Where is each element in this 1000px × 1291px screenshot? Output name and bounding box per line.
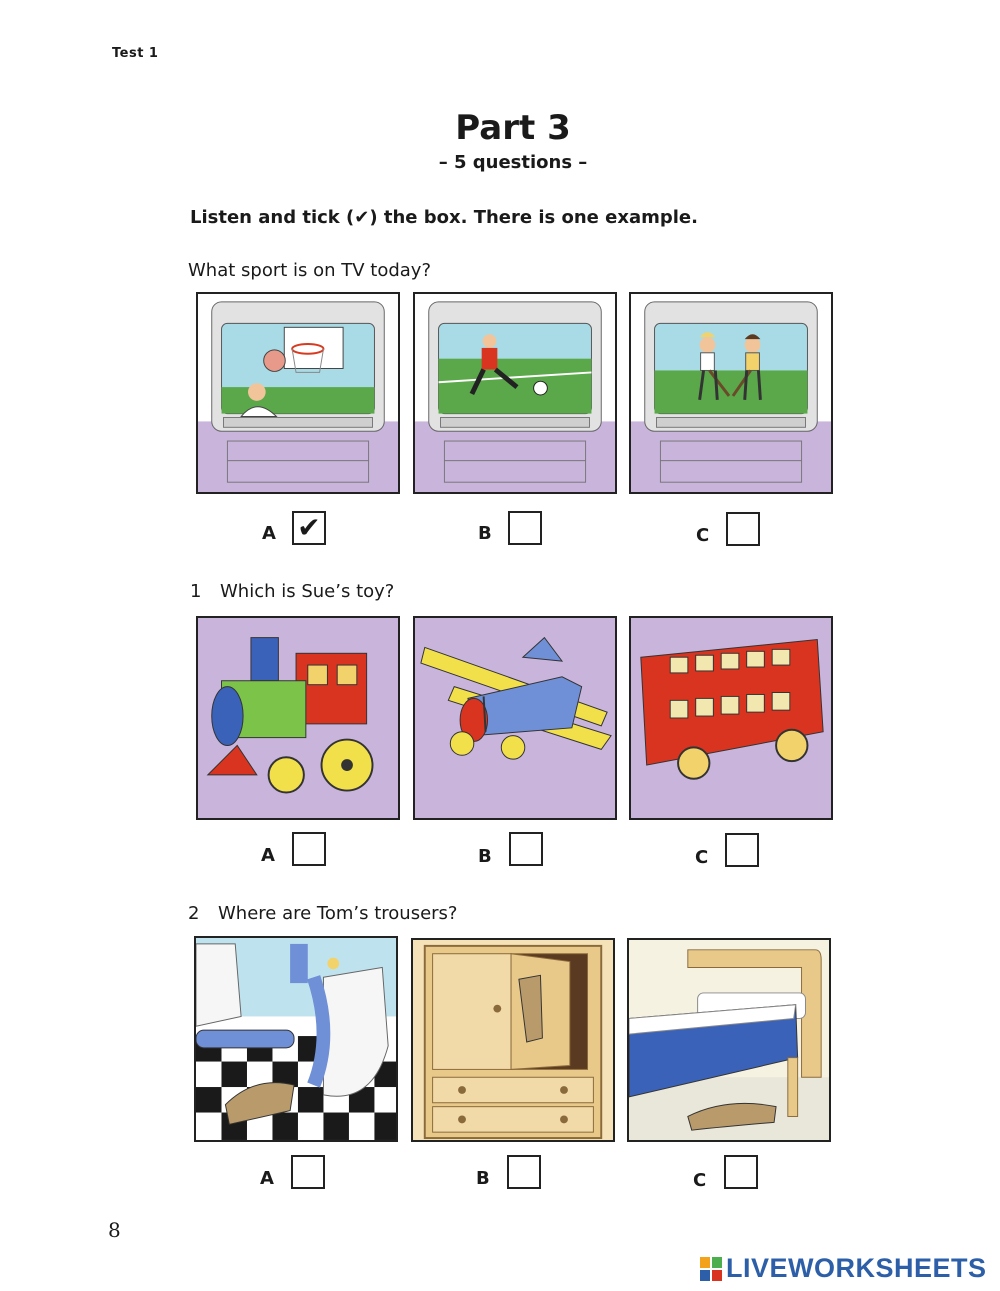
instruction-text: Listen and tick (✔) the box. There is one example. xyxy=(190,207,698,228)
tick-box-q2-a[interactable] xyxy=(291,1155,325,1189)
part-title: Part 3 xyxy=(455,108,571,148)
q1-option-b-picture xyxy=(413,616,617,820)
example-option-b-picture xyxy=(413,292,617,494)
page-number: 8 xyxy=(108,1218,121,1242)
question-number: 2 xyxy=(188,903,200,924)
option-letter: B xyxy=(476,1168,490,1189)
option-letter: A xyxy=(260,1168,274,1189)
tick-box-q1-a[interactable] xyxy=(292,832,326,866)
brand-logo xyxy=(700,1253,987,1284)
question-text: What sport is on TV today? xyxy=(188,260,432,281)
header-label: Test 1 xyxy=(112,46,159,61)
q2-option-b-picture xyxy=(411,938,615,1142)
bathroom-icon xyxy=(196,938,396,1140)
q2-option-c-picture xyxy=(627,938,831,1142)
toy-plane-icon xyxy=(415,618,615,818)
example-option-a-picture xyxy=(196,292,400,494)
tick-box-q1-b[interactable] xyxy=(509,832,543,866)
tv-hockey-icon xyxy=(631,294,831,492)
wardrobe-icon xyxy=(413,940,613,1140)
q1-option-a-picture xyxy=(196,616,400,820)
tick-box-example-c[interactable] xyxy=(726,512,760,546)
option-letter: A xyxy=(262,523,276,544)
q2-option-a-picture xyxy=(194,936,398,1142)
q1-option-c-picture xyxy=(629,616,833,820)
option-letter: C xyxy=(695,847,709,868)
question-2 xyxy=(188,903,457,924)
tv-basketball-icon xyxy=(198,294,398,492)
tv-football-icon xyxy=(415,294,615,492)
toy-train-icon xyxy=(198,618,398,818)
tick-box-q2-b[interactable] xyxy=(507,1155,541,1189)
part-subtitle: – 5 questions – xyxy=(438,152,588,173)
example-option-c-picture xyxy=(629,292,833,494)
brand-text: LIVEWORKSHEETS xyxy=(726,1253,987,1283)
liveworksheets-logo-icon xyxy=(700,1257,722,1281)
option-letter: C xyxy=(696,525,710,546)
bed-icon xyxy=(629,940,829,1140)
question-1 xyxy=(190,581,394,602)
option-letter: B xyxy=(478,846,492,867)
option-letter: B xyxy=(478,523,492,544)
question-text: Where are Tom’s trousers? xyxy=(218,903,458,924)
toy-bus-icon xyxy=(631,618,831,818)
tick-box-example-b[interactable] xyxy=(508,511,542,545)
tick-box-q2-c[interactable] xyxy=(724,1155,758,1189)
tick-box-q1-c[interactable] xyxy=(725,833,759,867)
option-letter: C xyxy=(693,1170,707,1191)
option-letter: A xyxy=(261,845,275,866)
question-number: 1 xyxy=(190,581,202,602)
tick-box-example-a[interactable]: ✔ xyxy=(292,511,326,545)
question-example xyxy=(188,260,431,281)
question-text: Which is Sue’s toy? xyxy=(220,581,395,602)
